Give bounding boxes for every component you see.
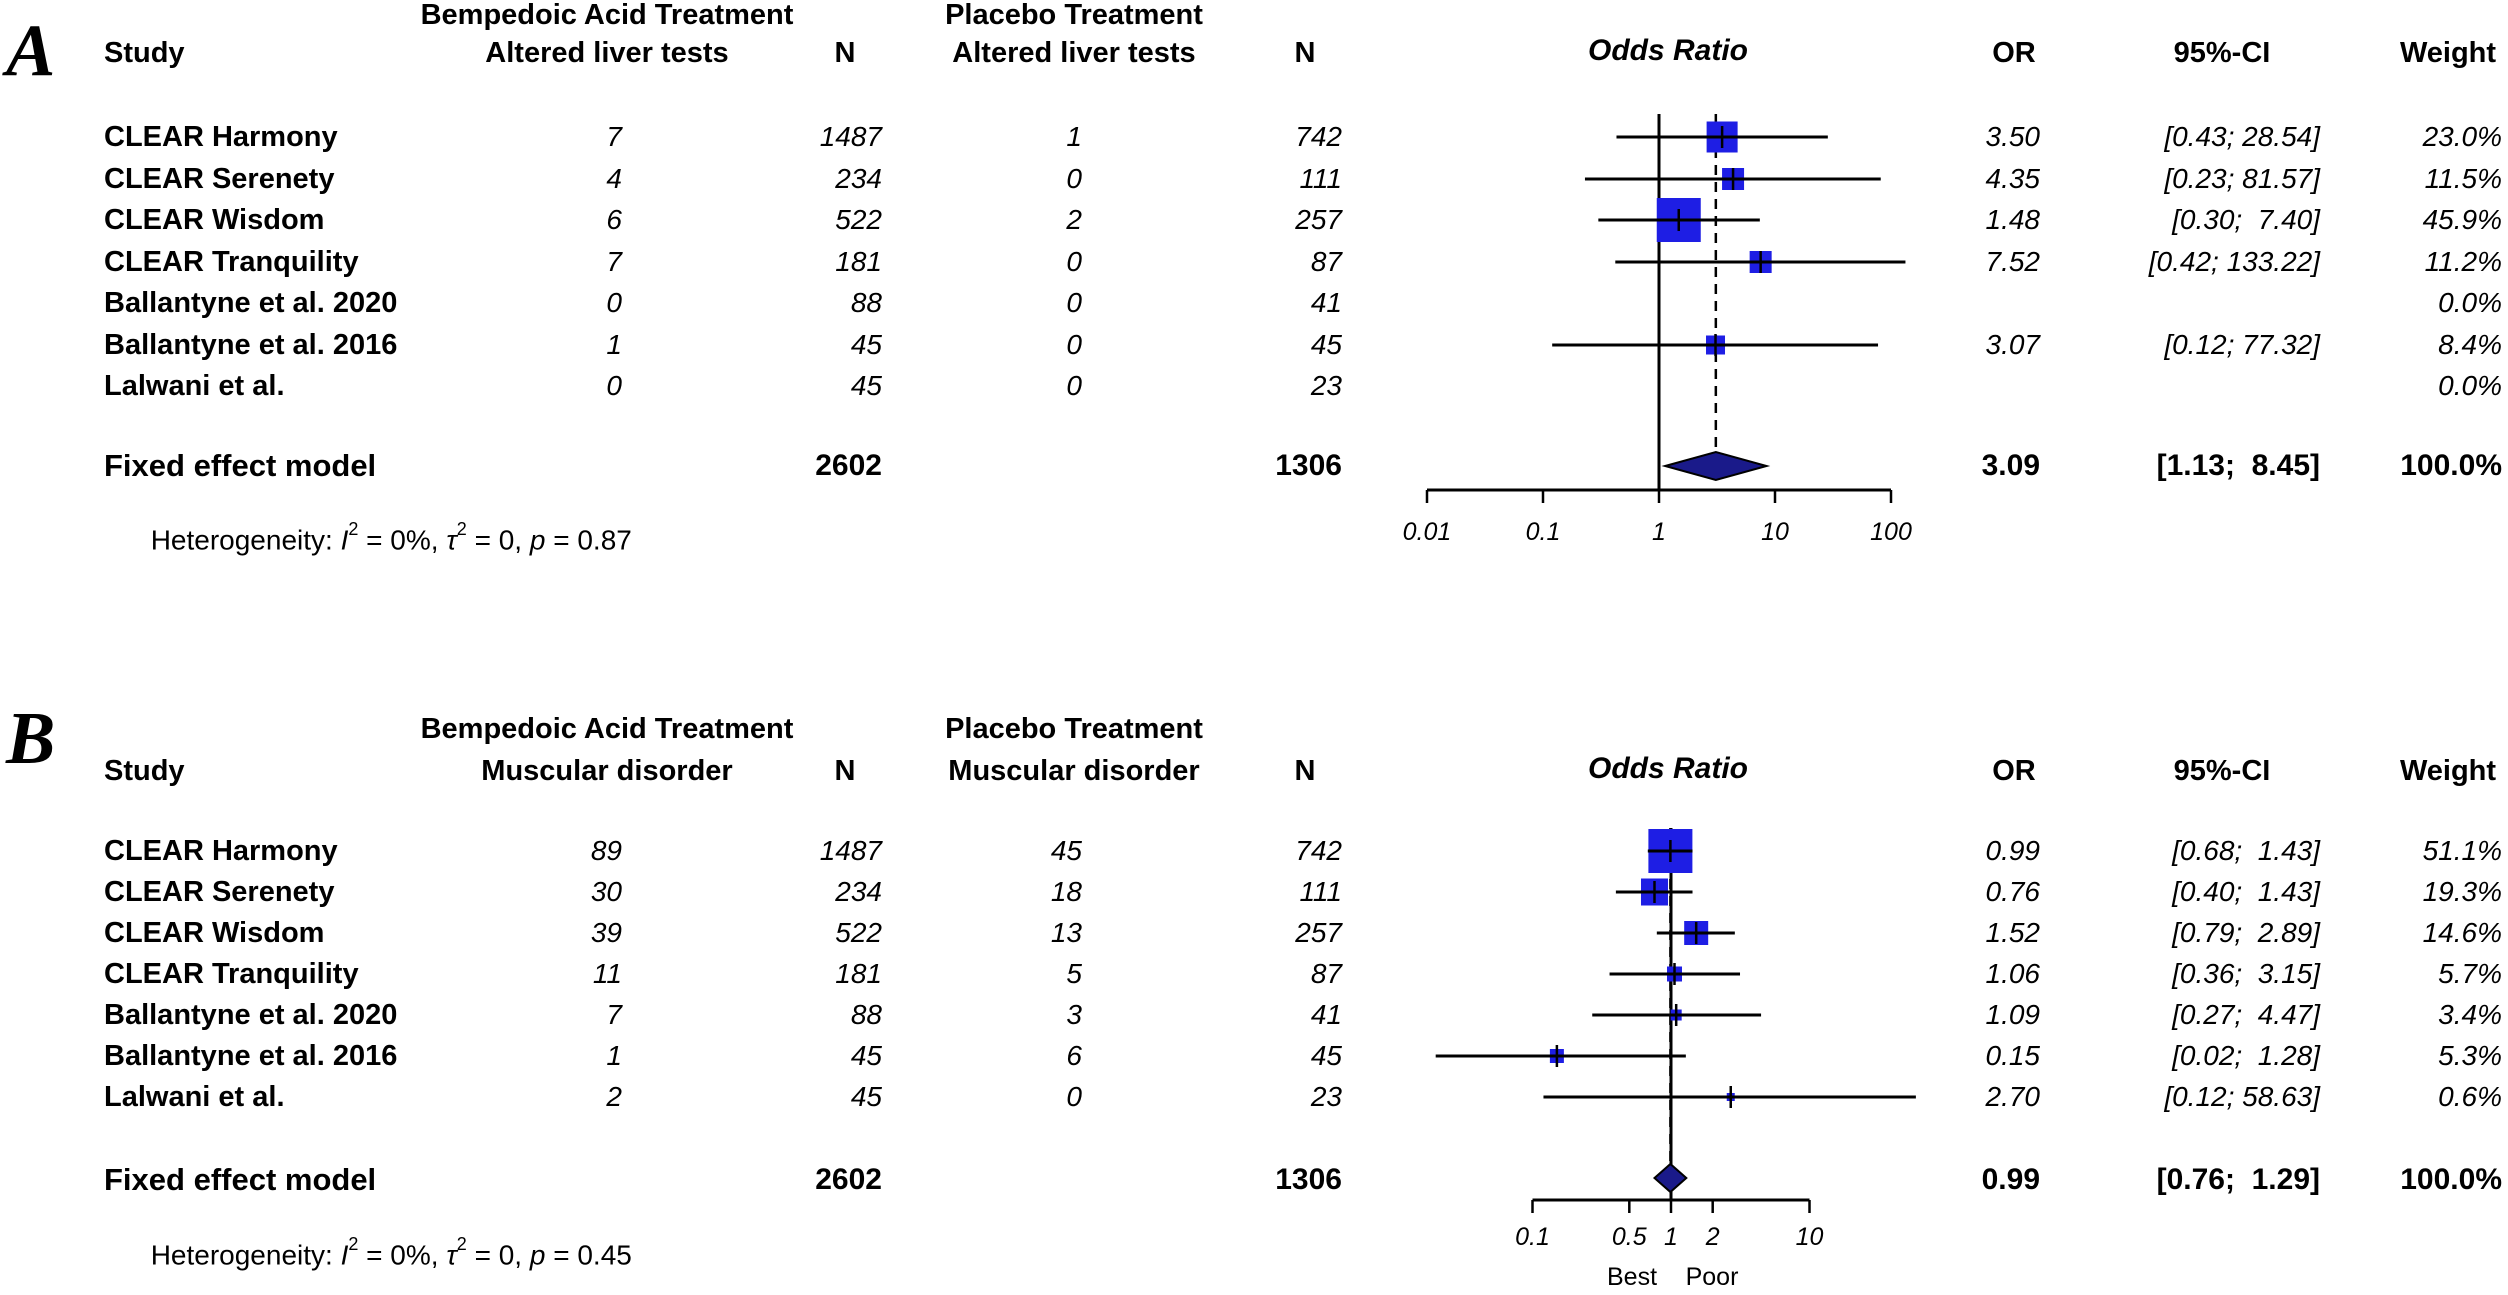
fixed-effect-ci: [0.76; 1.29] (2156, 1163, 2320, 1196)
study-row (0, 836, 2508, 866)
fixed-effect-label: Fixed effect model (104, 1162, 377, 1197)
study-column-header: Study (104, 755, 185, 787)
axis-tick-label: 10 (1761, 518, 1789, 546)
study-row (0, 1041, 2508, 1071)
treatment-n: 522 (835, 204, 882, 235)
placebo-n: 257 (1295, 917, 1342, 948)
placebo-events: 0 (1066, 329, 1082, 360)
panel-letter-b: B (6, 698, 56, 780)
treatment-n: 522 (835, 917, 882, 948)
placebo-n: 111 (1299, 163, 1342, 194)
study-name: Ballantyne et al. 2016 (104, 1040, 398, 1072)
treatment-events: 30 (590, 876, 622, 907)
study-name: Lalwani et al. (104, 1081, 285, 1113)
placebo-events: 3 (1066, 999, 1082, 1030)
ci-column-header: 95%-CI (2173, 755, 2271, 787)
placebo-n: 45 (1310, 1040, 1342, 1071)
heterogeneity-note: Heterogeneity: $I^2 = 0\%$, $\tau^2 = 0$, p = 0.45 (150, 1234, 632, 1271)
or-value: 1.09 (1985, 999, 2040, 1030)
weight-value: 14.6% (2422, 917, 2502, 948)
placebo-n: 87 (1310, 958, 1342, 989)
axis-tick-label: 100 (1870, 518, 1912, 546)
placebo-n: 111 (1299, 876, 1342, 907)
study-row (0, 205, 2508, 235)
study-name: CLEAR Wisdom (104, 917, 325, 949)
weight-value: 3.4% (2438, 999, 2502, 1030)
study-row (0, 877, 2508, 907)
or-value: 1.06 (1985, 958, 2040, 989)
placebo-n: 87 (1310, 246, 1342, 277)
treatment-events: 89 (590, 835, 622, 866)
treatment-n: 234 (835, 163, 882, 194)
ci-value: [0.27; 4.47] (2172, 999, 2320, 1030)
or-value: 3.50 (1985, 121, 2040, 152)
weight-value: 8.4% (2438, 329, 2502, 360)
placebo-events: 0 (1066, 246, 1082, 277)
treatment-events: 6 (606, 204, 622, 235)
treatment-n: 45 (850, 370, 882, 401)
treatment-n: 45 (850, 1081, 882, 1112)
axis-label-best: Best (1606, 1263, 1658, 1291)
weight-column-header: Weight (2399, 37, 2497, 69)
placebo-events: 6 (1066, 1040, 1082, 1071)
placebo-n: 41 (1310, 999, 1342, 1030)
treatment-n: 88 (850, 287, 882, 318)
placebo-n: 23 (1310, 370, 1342, 401)
weight-value: 11.5% (2424, 163, 2502, 194)
fixed-effect-weight: 100.0% (2400, 1163, 2502, 1196)
ci-value: [0.30; 7.40] (2172, 204, 2320, 235)
study-name: CLEAR Harmony (104, 835, 338, 867)
ci-value: [0.43; 28.54] (2164, 121, 2320, 152)
ci-column-header: 95%-CI (2173, 37, 2271, 69)
study-name: Ballantyne et al. 2020 (104, 999, 398, 1031)
treatment-events: 1 (606, 329, 622, 360)
weight-value: 0.6% (2438, 1081, 2502, 1112)
treatment-n: 45 (850, 1040, 882, 1071)
ci-value: [0.42; 133.22] (2148, 246, 2320, 277)
placebo-n: 742 (1295, 121, 1342, 152)
treatment-n: 234 (835, 876, 882, 907)
placebo-outcome-header: Altered liver tests (952, 37, 1196, 69)
ci-value: [0.36; 3.15] (2172, 958, 2320, 989)
placebo-n: 23 (1310, 1081, 1342, 1112)
study-column-header: Study (104, 37, 185, 69)
axis-tick-label: 1 (1664, 1223, 1678, 1251)
study-row (0, 371, 2508, 401)
treatment-n: 88 (850, 999, 882, 1030)
treatment-events: 7 (606, 246, 622, 277)
or-value: 0.99 (1985, 835, 2040, 866)
fixed-effect-or: 0.99 (1981, 1163, 2040, 1196)
odds-ratio-title: Odds Ratio (1587, 752, 1748, 785)
placebo-events: 0 (1066, 287, 1082, 318)
study-row (0, 1082, 2508, 1112)
treatment-n: 45 (850, 329, 882, 360)
placebo-n: 45 (1310, 329, 1342, 360)
study-name: Ballantyne et al. 2016 (104, 329, 398, 361)
treatment-n: 181 (835, 958, 882, 989)
treatment-n-header: N (834, 37, 856, 69)
axis-tick-label: 0.5 (1611, 1223, 1647, 1251)
study-name: CLEAR Serenety (104, 876, 335, 908)
placebo-events: 18 (1050, 876, 1082, 907)
study-row (0, 288, 2508, 318)
placebo-n: 257 (1295, 204, 1342, 235)
placebo-events: 1 (1066, 121, 1082, 152)
placebo-n-header: N (1294, 755, 1316, 787)
placebo-n: 742 (1295, 835, 1342, 866)
fixed-effect-treat-n: 2602 (815, 1163, 882, 1196)
study-name: Lalwani et al. (104, 370, 285, 402)
heterogeneity-note: Heterogeneity: $I^2 = 0\%$, $\tau^2 = 0$, p = 0.87 (150, 519, 632, 556)
treatment-n-header: N (834, 755, 856, 787)
placebo-events: 2 (1066, 204, 1082, 235)
weight-value: 5.7% (2438, 958, 2502, 989)
placebo-n-header: N (1294, 37, 1316, 69)
weight-value: 19.3% (2422, 876, 2502, 907)
treatment-outcome-header: Muscular disorder (481, 755, 733, 787)
treatment-n: 181 (835, 246, 882, 277)
placebo-events: 13 (1050, 917, 1082, 948)
placebo-n: 41 (1310, 287, 1342, 318)
treatment-n: 1487 (819, 835, 882, 866)
odds-ratio-title: Odds Ratio (1587, 34, 1748, 67)
or-value: 1.48 (1985, 204, 2040, 235)
placebo-group-header: Placebo Treatment (945, 0, 1203, 31)
weight-column-header: Weight (2399, 755, 2497, 787)
ci-value: [0.23; 81.57] (2164, 163, 2320, 194)
treatment-events: 39 (590, 917, 622, 948)
or-column-header: OR (1992, 755, 2036, 787)
or-value: 4.35 (1985, 163, 2040, 194)
treatment-n: 1487 (819, 121, 882, 152)
fixed-effect-label: Fixed effect model (104, 448, 377, 483)
ci-value: [0.68; 1.43] (2172, 835, 2320, 866)
axis-tick-label: 1 (1652, 518, 1666, 546)
placebo-group-header: Placebo Treatment (945, 713, 1203, 745)
study-row (0, 247, 2508, 277)
study-name: Ballantyne et al. 2020 (104, 287, 398, 319)
study-row (0, 1000, 2508, 1030)
fixed-effect-or: 3.09 (1981, 449, 2040, 482)
study-name: CLEAR Wisdom (104, 204, 325, 236)
ci-value: [0.12; 58.63] (2164, 1081, 2320, 1112)
treatment-group-header: Bempedoic Acid Treatment (420, 0, 794, 31)
treatment-events: 0 (606, 370, 622, 401)
pooled-diamond (1665, 452, 1766, 480)
treatment-events: 7 (606, 121, 622, 152)
study-name: CLEAR Harmony (104, 121, 338, 153)
fixed-effect-placebo-n: 1306 (1275, 1163, 1342, 1196)
weight-value: 51.1% (2422, 835, 2502, 866)
ci-value: [0.12; 77.32] (2164, 329, 2320, 360)
ci-value: [0.40; 1.43] (2172, 876, 2320, 907)
axis-tick-label: 10 (1795, 1223, 1824, 1251)
fixed-effect-weight: 100.0% (2400, 449, 2502, 482)
study-name: CLEAR Serenety (104, 163, 335, 195)
study-row (0, 330, 2508, 360)
axis-tick-label: 0.1 (1515, 1223, 1550, 1251)
fixed-effect-ci: [1.13; 8.45] (2156, 449, 2320, 482)
or-value: 1.52 (1985, 917, 2040, 948)
weight-value: 23.0% (2422, 121, 2502, 152)
treatment-group-header: Bempedoic Acid Treatment (420, 713, 794, 745)
or-column-header: OR (1992, 37, 2036, 69)
weight-value: 5.3% (2438, 1040, 2502, 1071)
study-name: CLEAR Tranquility (104, 958, 359, 990)
treatment-events: 1 (606, 1040, 622, 1071)
axis-tick-label: 2 (1705, 1223, 1720, 1251)
pooled-diamond (1654, 1164, 1686, 1192)
panel-letter-a: A (6, 10, 56, 92)
treatment-events: 11 (592, 958, 622, 989)
weight-value: 45.9% (2422, 204, 2502, 235)
or-value: 0.15 (1985, 1040, 2040, 1071)
treatment-outcome-header: Altered liver tests (485, 37, 729, 69)
weight-value: 0.0% (2438, 370, 2502, 401)
study-row (0, 959, 2508, 989)
or-value: 7.52 (1985, 246, 2040, 277)
fixed-effect-placebo-n: 1306 (1275, 449, 1342, 482)
placebo-events: 0 (1066, 370, 1082, 401)
placebo-events: 5 (1066, 958, 1082, 989)
axis-tick-label: 0.01 (1402, 518, 1452, 546)
treatment-events: 7 (606, 999, 622, 1030)
or-value: 2.70 (1985, 1081, 2040, 1112)
ci-value: [0.02; 1.28] (2172, 1040, 2320, 1071)
fixed-effect-treat-n: 2602 (815, 449, 882, 482)
study-row (0, 122, 2508, 152)
placebo-outcome-header: Muscular disorder (948, 755, 1200, 787)
placebo-events: 45 (1050, 835, 1082, 866)
axis-label-poor: Poor (1685, 1263, 1739, 1291)
study-name: CLEAR Tranquility (104, 246, 359, 278)
study-row (0, 918, 2508, 948)
weight-value: 11.2% (2424, 246, 2502, 277)
placebo-events: 0 (1066, 1081, 1082, 1112)
treatment-events: 2 (606, 1081, 622, 1112)
ci-value: [0.79; 2.89] (2172, 917, 2320, 948)
or-value: 3.07 (1985, 329, 2040, 360)
placebo-events: 0 (1066, 163, 1082, 194)
weight-value: 0.0% (2438, 287, 2502, 318)
treatment-events: 0 (606, 287, 622, 318)
axis-tick-label: 0.1 (1525, 518, 1561, 546)
or-value: 0.76 (1985, 876, 2040, 907)
study-row (0, 164, 2508, 194)
treatment-events: 4 (606, 163, 622, 194)
